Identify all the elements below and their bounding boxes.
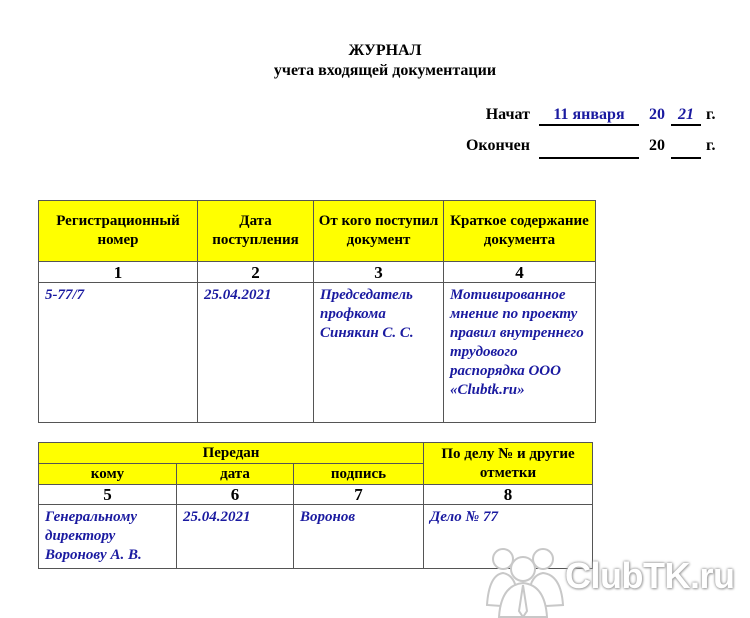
ended-row <box>0 137 750 161</box>
cell-to-whom: Генеральному директору Воронову А. В. <box>39 505 177 569</box>
header-case-notes: По делу № и другие отметки <box>424 443 593 485</box>
header-date-received: Дата поступления <box>198 201 314 262</box>
header-to-whom: кому <box>39 464 177 485</box>
col-number-6: 6 <box>177 485 294 505</box>
header-summary: Краткое содержание документа <box>444 201 596 262</box>
incoming-docs-table <box>38 200 596 423</box>
journal-subtitle: учета входящей документации <box>273 62 497 79</box>
watermark-text: ClubTK.ru <box>565 555 735 596</box>
header-transferred: Передан <box>39 443 424 464</box>
col-number-1: 1 <box>39 262 198 283</box>
cell-signature: Воронов <box>294 505 424 569</box>
header-transfer-date: дата <box>177 464 294 485</box>
col-number-3: 3 <box>314 262 444 283</box>
started-date-field[interactable]: 11 января <box>539 106 639 126</box>
started-year-field[interactable]: 21 <box>671 106 701 126</box>
watermark <box>485 545 750 618</box>
table2-number-row <box>39 485 593 505</box>
col-number-4: 4 <box>444 262 596 283</box>
started-century: 20 <box>649 106 665 123</box>
started-row <box>0 106 750 130</box>
ended-date-field[interactable] <box>539 137 639 159</box>
header-from-whom: От кого поступил документ <box>314 201 444 262</box>
journal-title: ЖУРНАЛ <box>348 42 422 59</box>
table2-group-header-row <box>39 443 593 464</box>
cell-reg-number: 5-77/7 <box>39 283 198 423</box>
started-year-suffix: г. <box>706 106 716 123</box>
col-number-5: 5 <box>39 485 177 505</box>
ended-year-suffix: г. <box>706 137 716 154</box>
cell-date-received: 25.04.2021 <box>198 283 314 423</box>
cell-summary: Мотивированное мнение по проекту правил внутреннего трудового распорядка ООО «Clubtk.ru» <box>444 283 596 423</box>
started-label: Начат <box>485 106 530 123</box>
col-number-7: 7 <box>294 485 424 505</box>
ended-century: 20 <box>649 137 665 154</box>
table-row <box>39 283 596 423</box>
table1-number-row <box>39 262 596 283</box>
ended-label: Окончен <box>465 137 530 154</box>
header-reg-number: Регистрационный номер <box>39 201 198 262</box>
people-logo-icon <box>485 545 565 618</box>
col-number-2: 2 <box>198 262 314 283</box>
cell-transfer-date: 25.04.2021 <box>177 505 294 569</box>
cell-case: Дело № 77 <box>424 505 593 569</box>
col-number-8: 8 <box>424 485 593 505</box>
cell-from-whom: Председатель профкома Синякин С. С. <box>314 283 444 423</box>
table1-header-row <box>39 201 596 262</box>
ended-year-field[interactable] <box>671 137 701 159</box>
header-signature: подпись <box>294 464 424 485</box>
